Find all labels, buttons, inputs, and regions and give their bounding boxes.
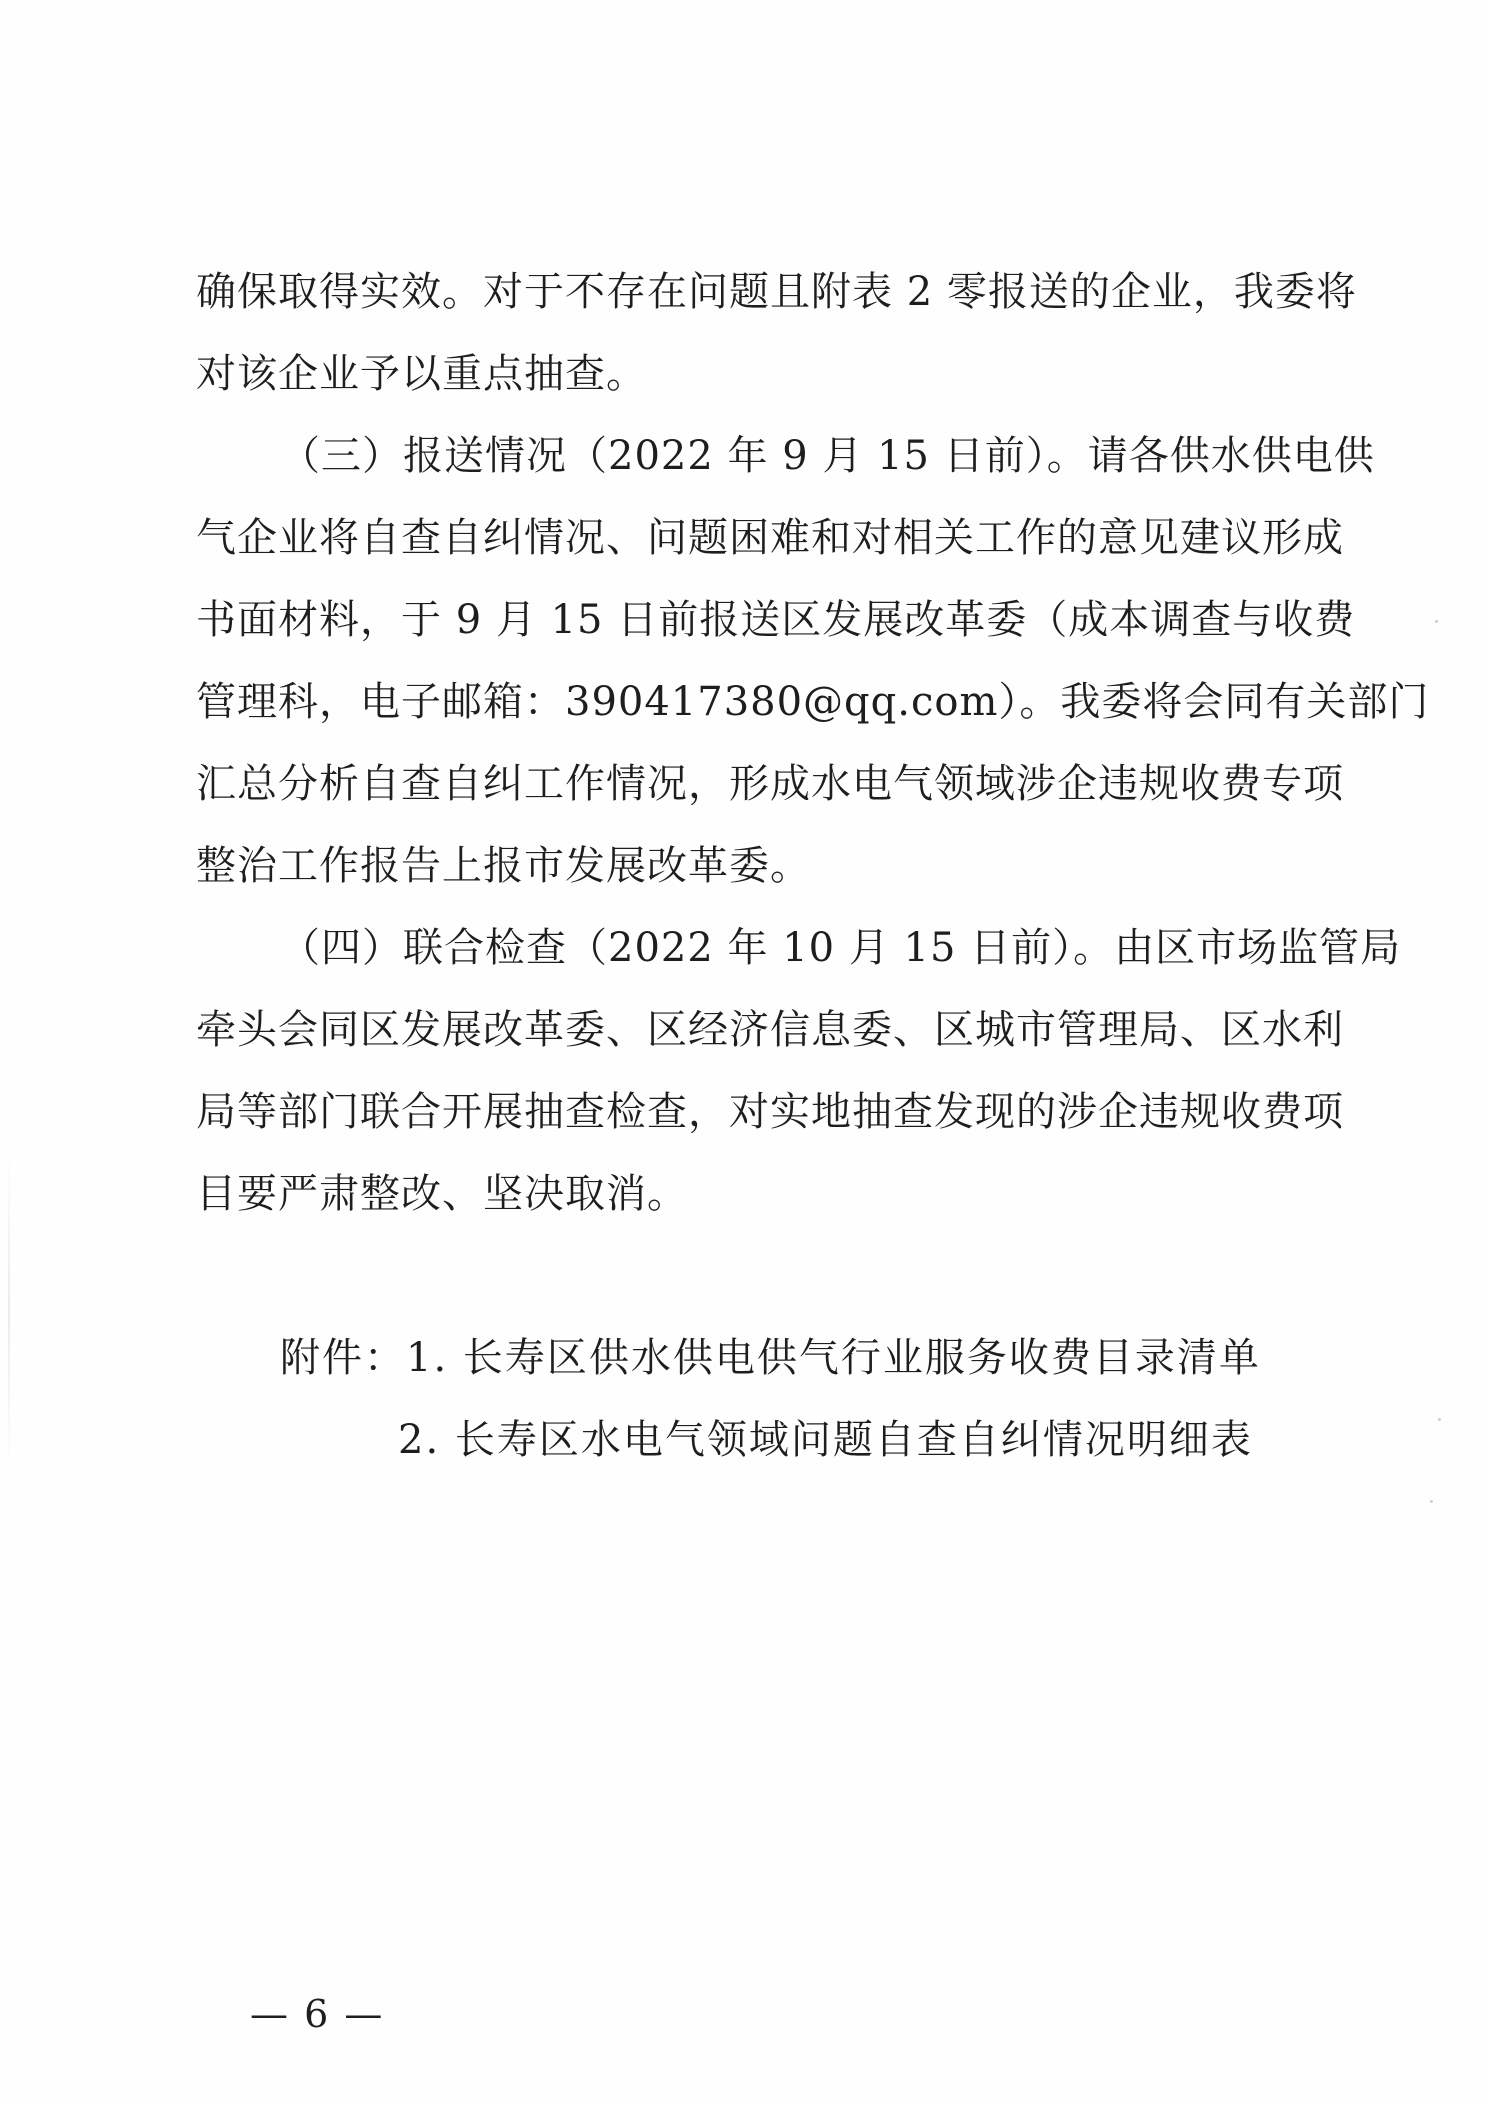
text-line: 汇总分析自查自纠工作情况，形成水电气领域涉企违规收费专项 — [196, 761, 1344, 807]
text-line: 整治工作报告上报市发展改革委。 — [196, 843, 811, 889]
text-line: 管理科，电子邮箱：390417380@qq.com）。我委将会同有关部门 — [196, 679, 1430, 725]
text-line: 局等部门联合开展抽查检查，对实地抽查发现的涉企违规收费项 — [196, 1089, 1344, 1135]
text-line: 确保取得实效。对于不存在问题且附表 2 零报送的企业，我委将 — [196, 269, 1357, 315]
text-line: 对该企业予以重点抽查。 — [196, 351, 647, 397]
text-line: 书面材料，于 9 月 15 日前报送区发展改革委（成本调查与收费 — [196, 597, 1356, 643]
section-heading-line: （四）联合检查（2022 年 10 月 15 日前）。由区市场监管局 — [280, 925, 1402, 971]
page-number: — 6 — — [250, 1992, 385, 2036]
section-heading-line: （三）报送情况（2022 年 9 月 15 日前）。请各供水供电供 — [280, 433, 1375, 479]
scan-speck — [1438, 1418, 1441, 1421]
text-line: 目要严肃整改、坚决取消。 — [196, 1171, 688, 1217]
text-line: 牵头会同区发展改革委、区经济信息委、区城市管理局、区水利 — [196, 1007, 1344, 1053]
text-line: 气企业将自查自纠情况、问题困难和对相关工作的意见建议形成 — [196, 515, 1344, 561]
scan-speck — [1435, 620, 1438, 623]
attachment-line-2: 2. 长寿区水电气领域问题自查自纠情况明细表 — [398, 1417, 1253, 1463]
scan-speck — [1430, 1500, 1433, 1503]
scan-edge-shadow — [8, 1150, 10, 1470]
attachment-line-1: 附件：1. 长寿区供水供电供气行业服务收费目录清单 — [280, 1335, 1261, 1381]
